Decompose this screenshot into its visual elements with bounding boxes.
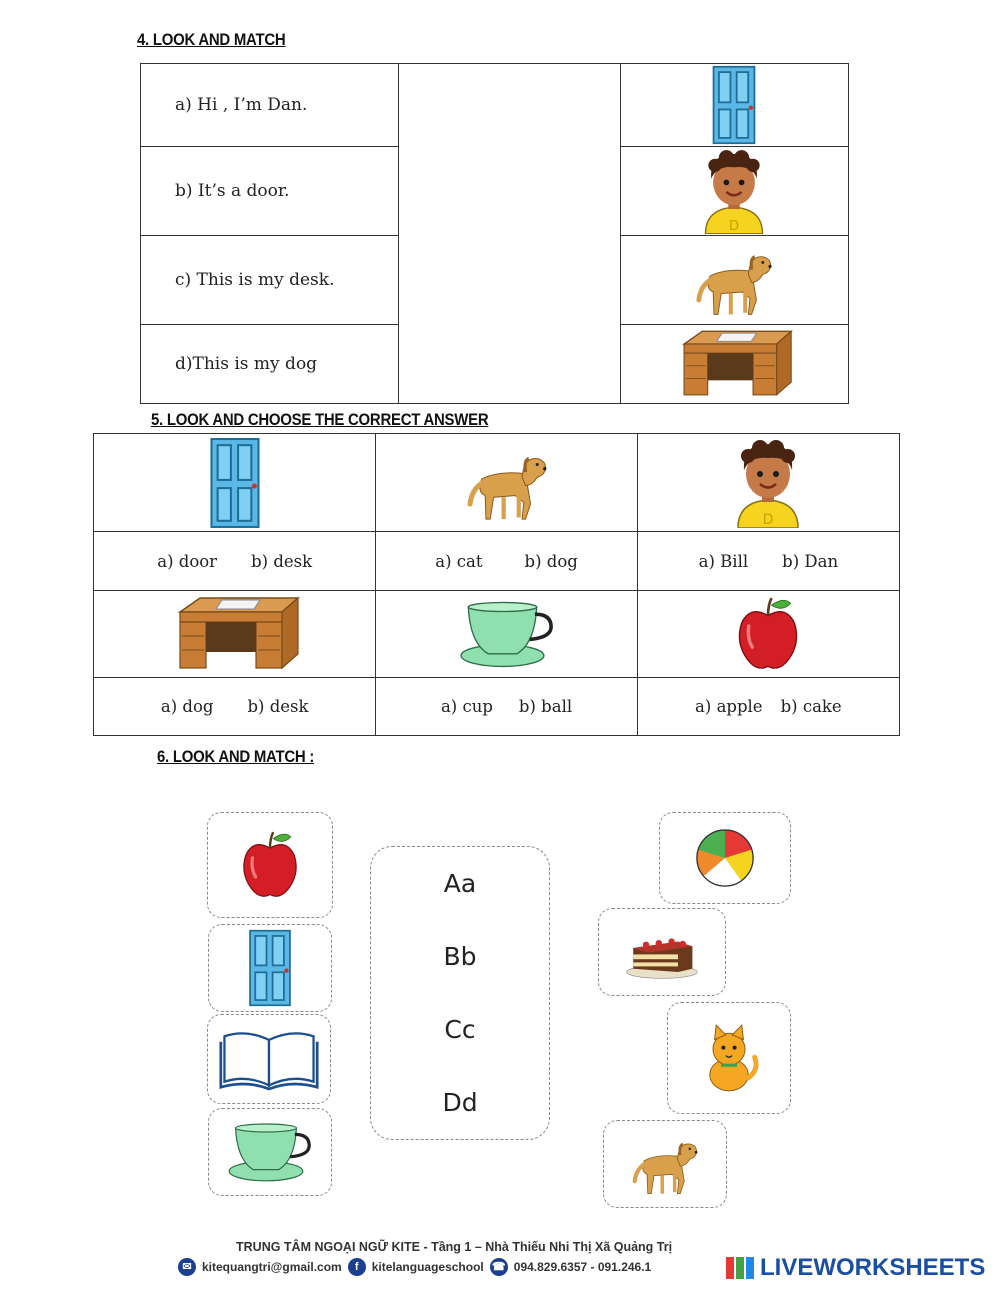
apple-icon (238, 827, 302, 903)
section4-title: 4. LOOK AND MATCH (137, 30, 286, 49)
option-b[interactable]: b) ball (518, 697, 573, 716)
footer-phone: 094.829.6357 - 091.246.1 (513, 1260, 652, 1274)
choice-options (94, 532, 376, 591)
sentence-d: d)This is my dog (141, 325, 399, 404)
dog-icon (465, 441, 549, 525)
cat-icon (697, 1020, 761, 1096)
facebook-icon: f (348, 1258, 366, 1276)
choice-image-cell (94, 434, 376, 532)
book-icon (219, 1027, 319, 1091)
option-b[interactable]: b) desk (247, 697, 309, 716)
apple-icon (733, 594, 803, 674)
boy-icon (728, 438, 808, 528)
match-space (399, 64, 621, 404)
letter-bb[interactable]: Bb (443, 942, 477, 971)
section5-table (93, 433, 900, 736)
option-b[interactable]: b) desk (251, 551, 313, 571)
match-card-apple[interactable] (207, 812, 333, 918)
option-a[interactable]: a) cup (440, 697, 493, 716)
brand-mark-icon (726, 1257, 754, 1279)
door-icon (205, 437, 265, 529)
option-b[interactable]: b) cake (780, 697, 842, 716)
letter-aa[interactable]: Aa (443, 869, 477, 898)
sentence-b: b) It’s a door. (141, 147, 399, 236)
cake-icon (622, 923, 702, 981)
option-a[interactable]: a) cat (435, 551, 483, 571)
choice-options (637, 532, 899, 591)
section4-table (140, 63, 849, 404)
email-icon: ✉ (178, 1258, 196, 1276)
desk-icon (170, 594, 300, 674)
image-cell-door (620, 64, 848, 147)
match-card-book[interactable] (207, 1014, 331, 1104)
match-card-cake[interactable] (598, 908, 726, 996)
option-b[interactable]: b) Dan (782, 551, 839, 571)
image-cell-boy (620, 147, 848, 236)
liveworksheets-logo[interactable] (726, 1254, 985, 1282)
footer-contacts (178, 1258, 651, 1276)
choice-image-cell (376, 434, 637, 532)
letter-dd[interactable]: Dd (442, 1088, 478, 1117)
match-card-ball[interactable] (659, 812, 791, 904)
image-cell-desk (620, 325, 848, 404)
section5-title: 5. LOOK AND CHOOSE THE CORRECT ANSWER (151, 410, 489, 429)
option-a[interactable]: a) Bill (698, 551, 749, 571)
choice-image-cell (94, 591, 376, 678)
option-b[interactable]: b) dog (524, 551, 578, 571)
door-icon (708, 65, 760, 145)
match-card-cat[interactable] (667, 1002, 791, 1114)
dog-icon (630, 1133, 700, 1195)
desk-icon (675, 327, 793, 401)
option-a[interactable]: a) apple (695, 697, 763, 716)
ball-icon (692, 825, 758, 891)
sentence-c: c) This is my desk. (141, 236, 399, 325)
option-a[interactable]: a) dog (160, 697, 214, 716)
section6-title: 6. LOOK AND MATCH : (157, 747, 315, 766)
match-card-dog[interactable] (603, 1120, 727, 1208)
footer-facebook[interactable]: kitelanguageschool (371, 1260, 484, 1274)
footer-email[interactable]: kitequangtri@gmail.com (202, 1260, 342, 1274)
cup-icon (455, 598, 559, 670)
choice-options (94, 678, 376, 736)
footer-address: TRUNG TÂM NGOẠI NGỮ KITE - Tầng 1 – Nhà Thiếu Nhi Thị Xã Quảng Trị (236, 1240, 673, 1254)
match-card-cup[interactable] (208, 1108, 332, 1196)
boy-icon (696, 148, 772, 234)
sentence-a: a) Hi , I’m Dan. (141, 64, 399, 147)
image-cell-dog (620, 236, 848, 325)
brand-text: LIVEWORKSHEETS (760, 1254, 986, 1281)
choice-options (376, 678, 637, 736)
choice-image-cell (637, 434, 899, 532)
letter-cc[interactable]: Cc (444, 1015, 476, 1044)
dog-icon (694, 241, 774, 319)
letters-box (370, 846, 550, 1140)
door-icon (245, 929, 295, 1007)
option-a[interactable]: a) door (157, 551, 218, 571)
choice-image-cell (637, 591, 899, 678)
choice-options (376, 532, 637, 591)
match-card-door[interactable] (208, 924, 332, 1012)
choice-options (637, 678, 899, 736)
cup-icon (226, 1119, 314, 1185)
choice-image-cell (376, 591, 637, 678)
phone-icon: ☎ (490, 1258, 508, 1276)
